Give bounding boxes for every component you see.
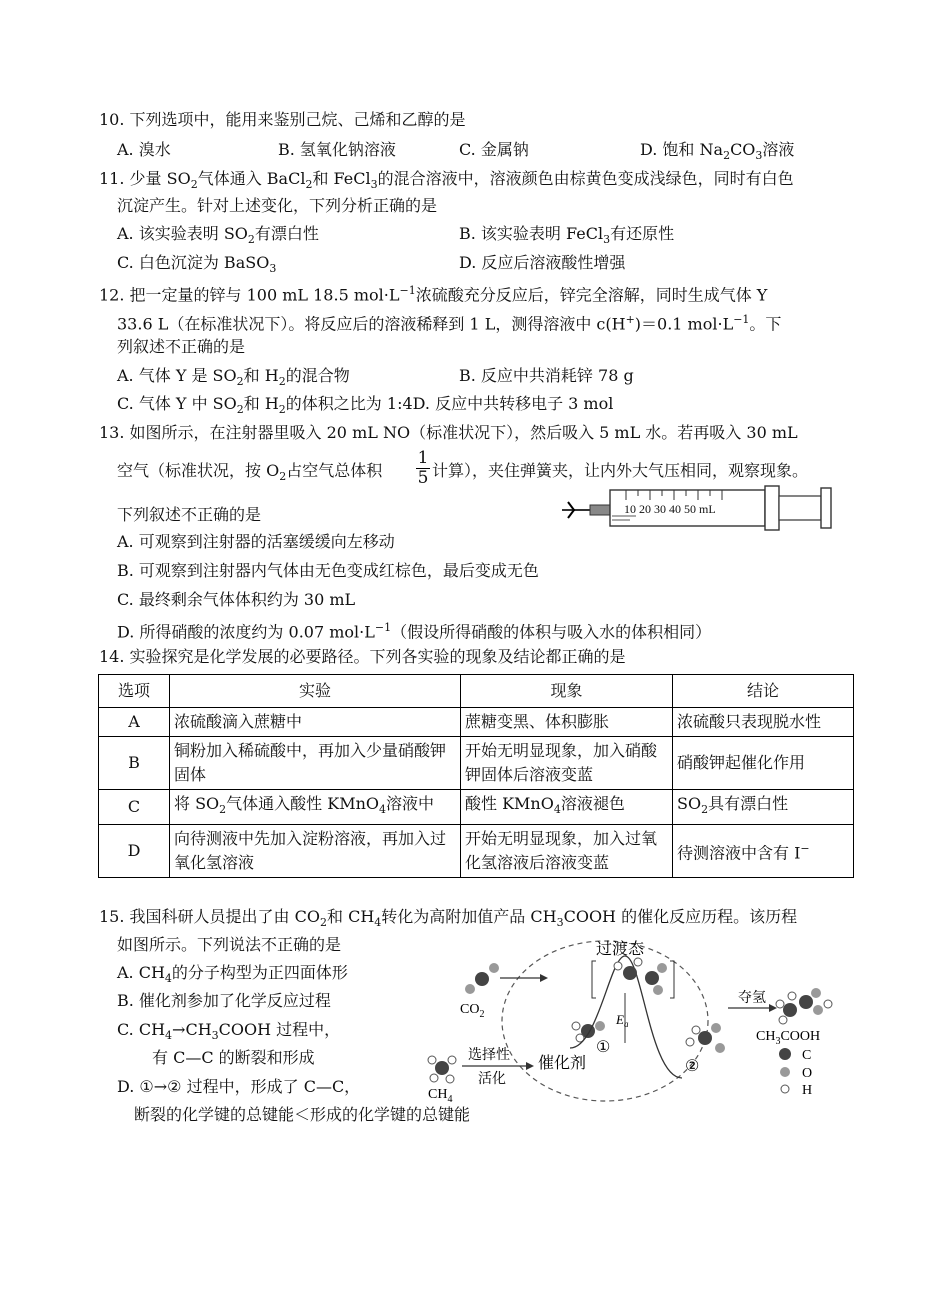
row-conclusion: 硝酸钾起催化作用 bbox=[673, 737, 854, 790]
row-phenomenon: 酸性 KMnO$_4$溶液褪色 bbox=[461, 790, 673, 825]
step-two-label: ② bbox=[685, 1058, 700, 1075]
header-conclusion: 结论 bbox=[673, 675, 854, 708]
q11-option-a: A. 该实验表明 $SO_2$有漂白性 bbox=[117, 224, 319, 247]
q13-stem-line2-right: 计算），夹住弹簧夹，让内外大气压相同，观察现象。 bbox=[432, 461, 809, 480]
row-experiment: 铜粉加入稀硫酸中，再加入少量硝酸钾固体 bbox=[170, 737, 461, 790]
q13-fraction: $\frac{1}{5}$ bbox=[417, 448, 429, 488]
q13-option-d: D. 所得硝酸的浓度约为 0.07 $mol\cdot L^{-1}$（假设所得硝酸的体积与吸入水的体积相同） bbox=[117, 621, 712, 642]
co2-label: $CO_2$ bbox=[460, 1002, 485, 1020]
acetic-acid-label: $CH_3COOH$ bbox=[756, 1029, 821, 1047]
q12-option-c-d: C. 气体 Y 中 $SO_2$和 $H_2$的体积之比为 1:4D. 反应中共转移电子 3 mol bbox=[117, 394, 614, 417]
q12-option-a: A. 气体 Y 是 $SO_2$和 $H_2$的混合物 bbox=[117, 366, 350, 389]
table-row bbox=[99, 825, 854, 878]
q12-stem-line1: 12. 把一定量的锌与 100 mL 18.5 $mol\cdot L^{-1}$浓硫酸充分反应后，锌完全溶解，同时生成气体 Y bbox=[99, 284, 768, 305]
atom-legend bbox=[779, 1048, 812, 1098]
selective-label: 选择性 bbox=[468, 1048, 510, 1063]
header-option: 选项 bbox=[99, 675, 170, 708]
q11-stem-line1: 11. 少量 $SO_2$气体通入 BaCl$_2$和 FeCl$_3$的混合溶液中，溶液颜色由棕黄色变成浅绿色，同时有白色 bbox=[99, 169, 794, 192]
q10-option-d: D. 饱和 $Na_2CO_3$溶液 bbox=[640, 140, 795, 163]
q15-option-c-line2: 有 C—C 的断裂和形成 bbox=[152, 1048, 315, 1067]
q10-stem: 10. 下列选项中，能用来鉴别己烷、己烯和乙醇的是 bbox=[99, 110, 466, 129]
q11-option-d: D. 反应后溶液酸性增强 bbox=[459, 253, 626, 272]
q15-option-d: D. ①→② 过程中，形成了 C—C， bbox=[117, 1077, 361, 1096]
row-phenomenon: 开始无明显现象，加入硝酸钾固体后溶液变蓝 bbox=[461, 737, 673, 790]
q14-table bbox=[98, 674, 854, 878]
q11-option-c: C. 白色沉淀为 BaSO$_3$ bbox=[117, 253, 277, 276]
acetic-acid-molecule-icon bbox=[776, 988, 832, 1024]
row-experiment: 将 $SO_2$气体通入酸性 KMnO$_4$溶液中 bbox=[170, 790, 461, 825]
q13-option-a: A. 可观察到注射器的活塞缓缓向左移动 bbox=[117, 532, 395, 551]
table-row bbox=[99, 737, 854, 790]
hydrogen-atom-icon bbox=[781, 1085, 789, 1093]
q15-option-b: B. 催化剂参加了化学反应过程 bbox=[117, 991, 331, 1010]
q12-stem-line3: 列叙述不正确的是 bbox=[117, 337, 246, 356]
ch4-molecule-icon bbox=[428, 1056, 456, 1083]
carbon-atom-icon bbox=[779, 1048, 791, 1060]
header-experiment: 实验 bbox=[170, 675, 461, 708]
header-phenomenon: 现象 bbox=[461, 675, 673, 708]
row-phenomenon: 开始无明显现象，加入过氧化氢溶液后溶液变蓝 bbox=[461, 825, 673, 878]
q10-option-a: A. 溴水 bbox=[117, 140, 171, 159]
co2-molecule-icon bbox=[465, 963, 499, 994]
activation-label: 活化 bbox=[478, 1072, 506, 1087]
activation-energy-label: $E_a$ bbox=[616, 1012, 629, 1029]
row-conclusion: 浓硫酸只表现脱水性 bbox=[673, 708, 854, 737]
legend-h: H bbox=[802, 1083, 813, 1098]
table-row bbox=[99, 790, 854, 825]
syringe-scale: 10 20 30 40 50 mL bbox=[624, 502, 716, 516]
row-option: D bbox=[99, 825, 170, 878]
row-experiment: 浓硫酸滴入蔗糖中 bbox=[170, 708, 461, 737]
hydrogen-abstraction-label: 夺氢 bbox=[738, 991, 766, 1006]
q12-option-b: B. 反应中共消耗锌 78 g bbox=[459, 366, 634, 385]
q13-option-b: B. 可观察到注射器内气体由无色变成红棕色，最后变成无色 bbox=[117, 561, 539, 580]
q10-option-b: B. 氢氧化钠溶液 bbox=[278, 140, 396, 159]
q15-stem-line1: 15. 我国科研人员提出了由 $CO_2$和 $CH_4$转化为高附加值产品 $CH_3COOH$ 的催化反应历程。该历程 bbox=[99, 907, 798, 930]
row-option: A bbox=[99, 708, 170, 737]
row-option: B bbox=[99, 737, 170, 790]
intermediate-molecule-icon bbox=[686, 1023, 725, 1053]
syringe-figure bbox=[560, 484, 846, 532]
q13-stem-line1: 13. 如图所示，在注射器里吸入 20 mL NO（标准状况下），然后吸入 5 mL 水。若再吸入 30 mL bbox=[99, 423, 798, 442]
q13-stem-line2-left: 空气（标准状况，按 $O_2$占空气总体积 bbox=[117, 461, 383, 484]
legend-o: O bbox=[802, 1066, 813, 1081]
q11-option-b: B. 该实验表明 FeCl$_3$有还原性 bbox=[459, 224, 675, 247]
step-one-label: ① bbox=[596, 1039, 611, 1056]
oxygen-atom-icon bbox=[780, 1067, 790, 1077]
q10-option-c: C. 金属钠 bbox=[459, 140, 529, 159]
reaction-mechanism-figure bbox=[420, 938, 860, 1108]
q15-option-a: A. $CH_4$的分子构型为正四面体形 bbox=[117, 963, 348, 986]
row-phenomenon: 蔗糖变黑、体积膨胀 bbox=[461, 708, 673, 737]
ch4-label: $CH_4$ bbox=[428, 1087, 453, 1105]
q14-stem: 14. 实验探究是化学发展的必要路径。下列各实验的现象及结论都正确的是 bbox=[99, 647, 626, 666]
catalyst-label: 催化剂 bbox=[538, 1055, 587, 1072]
q13-stem-line3: 下列叙述不正确的是 bbox=[117, 505, 262, 524]
q11-stem-line2: 沉淀产生。针对上述变化，下列分析正确的是 bbox=[117, 196, 438, 215]
row-conclusion: $SO_2$具有漂白性 bbox=[673, 790, 854, 825]
table-header-row bbox=[99, 675, 854, 708]
row-option: C bbox=[99, 790, 170, 825]
q15-option-d-line2: 断裂的化学键的总键能＜形成的化学键的总键能 bbox=[134, 1105, 471, 1124]
row-conclusion: 待测溶液中含有 I− bbox=[673, 825, 854, 878]
row-experiment: 向待测液中先加入淀粉溶液，再加入过氧化氢溶液 bbox=[170, 825, 461, 878]
q13-option-c: C. 最终剩余气体体积约为 30 mL bbox=[117, 590, 356, 609]
legend-c: C bbox=[802, 1048, 812, 1063]
transition-state-label: 过渡态 bbox=[596, 941, 645, 958]
q15-stem-line2: 如图所示。下列说法不正确的是 bbox=[117, 935, 342, 954]
table-row bbox=[99, 708, 854, 737]
q12-stem-line2: 33.6 L（在标准状况下）。将反应后的溶液稀释到 1 L，测得溶液中 c(H+)＝0.1 $mol\cdot L^{-1}$。下 bbox=[117, 313, 782, 334]
q15-option-c: C. $CH_4\to CH_3COOH$ 过程中， bbox=[117, 1020, 341, 1043]
